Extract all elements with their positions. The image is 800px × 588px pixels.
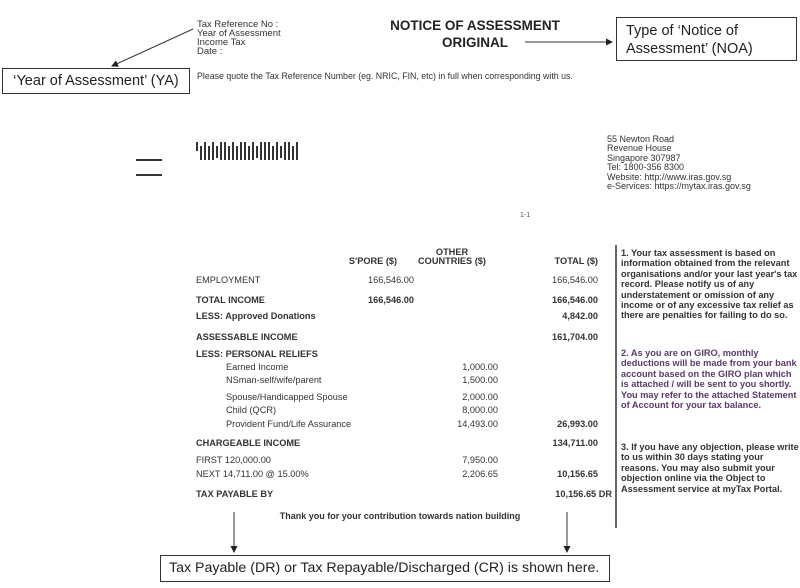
row-total: 10,156.65 xyxy=(557,469,598,479)
table-row-personal-reliefs xyxy=(196,349,598,361)
row-label: Earned Income xyxy=(226,362,289,372)
row-amount: 2,000.00 xyxy=(462,392,498,402)
header-labels xyxy=(197,20,281,56)
table-row-tax-payable xyxy=(196,489,612,501)
barcode-bar xyxy=(264,142,266,160)
barcode-bar xyxy=(204,142,206,160)
date-label: Date : xyxy=(197,46,223,57)
row-total: 26,993.00 xyxy=(557,419,598,429)
barcode-bar xyxy=(292,146,294,160)
address-website: Website: http://www.iras.gov.sg xyxy=(607,171,732,182)
barcode-bar xyxy=(284,142,286,160)
row-total: 161,704.00 xyxy=(552,332,598,342)
row-label: NSman-self/wife/parent xyxy=(226,375,322,385)
barcode-bar xyxy=(212,142,214,160)
note-2: 2. As you are on GIRO, monthly deductions will be made from your bank account based on the GIRO plan which is attached / will be sent to you shortly. You may refer to the attached Statement of Account for your tax balance. xyxy=(621,348,797,411)
thanks-message: Thank you for your contribution towards nation building xyxy=(279,511,521,521)
row-spore: 166,546.00 xyxy=(368,295,414,305)
table-row-donations xyxy=(196,311,598,323)
col-header-total: TOTAL ($) xyxy=(554,256,598,266)
table-row-relief xyxy=(196,405,598,417)
row-label: Spouse/Handicapped Spouse xyxy=(226,392,348,402)
barcode-bar xyxy=(216,146,218,158)
barcode-bar xyxy=(208,146,210,160)
table-row-total-income xyxy=(196,295,598,307)
col-header-spore: S'PORE ($) xyxy=(348,256,398,266)
row-spore: 166,546.00 xyxy=(368,275,414,285)
row-amount: 8,000.00 xyxy=(462,405,498,415)
barcode-bar xyxy=(244,142,246,160)
col-header-other xyxy=(410,248,494,265)
table-row-relief xyxy=(196,375,598,387)
row-amount: 7,950.00 xyxy=(462,455,498,465)
table-row-assessable-income xyxy=(196,332,598,344)
arrow-ya xyxy=(112,29,193,66)
address-phone: Tel: 1800-356 8300 xyxy=(607,162,685,173)
row-label: Provident Fund/Life Assurance xyxy=(226,419,352,429)
tax-payable-callout: Tax Payable (DR) or Tax Repayable/Discharged (CR) is shown here. xyxy=(160,555,610,582)
barcode-bar xyxy=(276,142,278,160)
note-1: 1. Your tax assessment is based on information obtained from the relevant organisations and/or your last year's tax record. Please notify us of any understatement or omission of any income or of any excessive tax relief as there are penalties for failing to do so. xyxy=(621,248,798,321)
address-line: 55 Newton Road xyxy=(607,134,675,144)
barcode-bar xyxy=(252,142,254,160)
year-of-assessment-callout: ‘Year of Assessment’ (YA) xyxy=(2,68,190,94)
row-label: ASSESSABLE INCOME xyxy=(196,332,298,342)
noa-callout-line-2: Assessment’ (NOA) xyxy=(626,41,753,57)
row-label: LESS: PERSONAL RELIEFS xyxy=(196,349,318,359)
address-eservices: e-Services: https://mytax.iras.gov.sg xyxy=(607,181,751,192)
row-label: EMPLOYMENT xyxy=(196,275,261,285)
row-amount: 1,500.00 xyxy=(462,375,498,385)
tax-payable-amount: 10,156.65 DR xyxy=(555,489,612,499)
barcode-bar xyxy=(228,146,230,160)
row-amount: 2,206.65 xyxy=(462,469,498,479)
col-header-other-line-1: OTHER xyxy=(435,247,469,257)
row-amount: 14,493.00 xyxy=(457,419,498,429)
address-line: Revenue House xyxy=(607,143,672,154)
row-amount: 1,000.00 xyxy=(462,362,498,372)
fold-mark xyxy=(136,159,162,161)
quote-notice: Please quote the Tax Reference Number (eg. NRIC, FIN, etc) in full when corresponding with us. xyxy=(197,71,573,81)
table-row-relief xyxy=(196,362,598,374)
noa-type-callout xyxy=(616,17,797,61)
tax-reference-label: Tax Reference No : xyxy=(197,19,279,30)
note-3: 3. If you have any objection, please write to us within 30 days stating your reasons. You may also submit your objection online via the Object to Assessment service at myTax Portal. xyxy=(621,442,799,494)
barcode-bar xyxy=(236,146,238,160)
row-label: TAX PAYABLE BY xyxy=(196,489,274,499)
row-label: LESS: Approved Donations xyxy=(196,311,316,321)
row-total: 134,711.00 xyxy=(552,438,598,448)
table-row-employment xyxy=(196,275,598,287)
row-total: 4,842.00 xyxy=(562,311,598,321)
title-line-2: ORIGINAL xyxy=(442,35,508,50)
table-row-chargeable-income xyxy=(196,438,598,450)
address-line: Singapore 307987 xyxy=(607,152,681,163)
barcode-bar xyxy=(224,142,226,160)
document-title xyxy=(380,17,570,51)
barcode-bar xyxy=(240,142,242,160)
row-total: 166,546.00 xyxy=(552,275,598,285)
barcode-bar xyxy=(232,142,234,160)
income-tax-label: Income Tax xyxy=(197,37,246,48)
row-total: 166,546.00 xyxy=(552,295,598,305)
title-line-1: NOTICE OF ASSESSMENT xyxy=(390,18,560,33)
barcode-bar xyxy=(248,146,250,160)
barcode xyxy=(196,142,298,160)
barcode-bar xyxy=(256,146,258,158)
table-row-relief xyxy=(196,392,598,404)
table-row-tax-bracket xyxy=(196,455,598,467)
noa-callout-line-1: Type of ‘Notice of xyxy=(626,23,739,39)
row-label: FIRST 120,000.00 xyxy=(196,455,271,465)
fold-mark xyxy=(136,174,162,176)
barcode-bar xyxy=(296,142,298,160)
notes-divider xyxy=(615,245,617,528)
barcode-bar xyxy=(196,142,198,151)
barcode-bar xyxy=(288,142,290,160)
row-label: CHARGEABLE INCOME xyxy=(196,438,301,448)
barcode-bar xyxy=(200,146,202,160)
year-of-assessment-label: Year of Assessment xyxy=(197,28,281,39)
barcode-bar xyxy=(268,142,270,160)
iras-address xyxy=(607,135,751,191)
row-label: Child (QCR) xyxy=(226,405,277,415)
row-label: NEXT 14,711.00 @ 15.00% xyxy=(196,469,309,479)
barcode-bar xyxy=(260,142,262,160)
col-header-other-line-2: COUNTRIES ($) xyxy=(418,255,486,266)
barcode-bar xyxy=(280,146,282,158)
barcode-bar xyxy=(272,146,274,160)
barcode-bar xyxy=(220,142,222,160)
table-row-tax-bracket xyxy=(196,469,598,481)
table-row-relief xyxy=(196,419,598,431)
row-label: TOTAL INCOME xyxy=(196,295,265,305)
page-number: 1-1 xyxy=(520,212,531,219)
